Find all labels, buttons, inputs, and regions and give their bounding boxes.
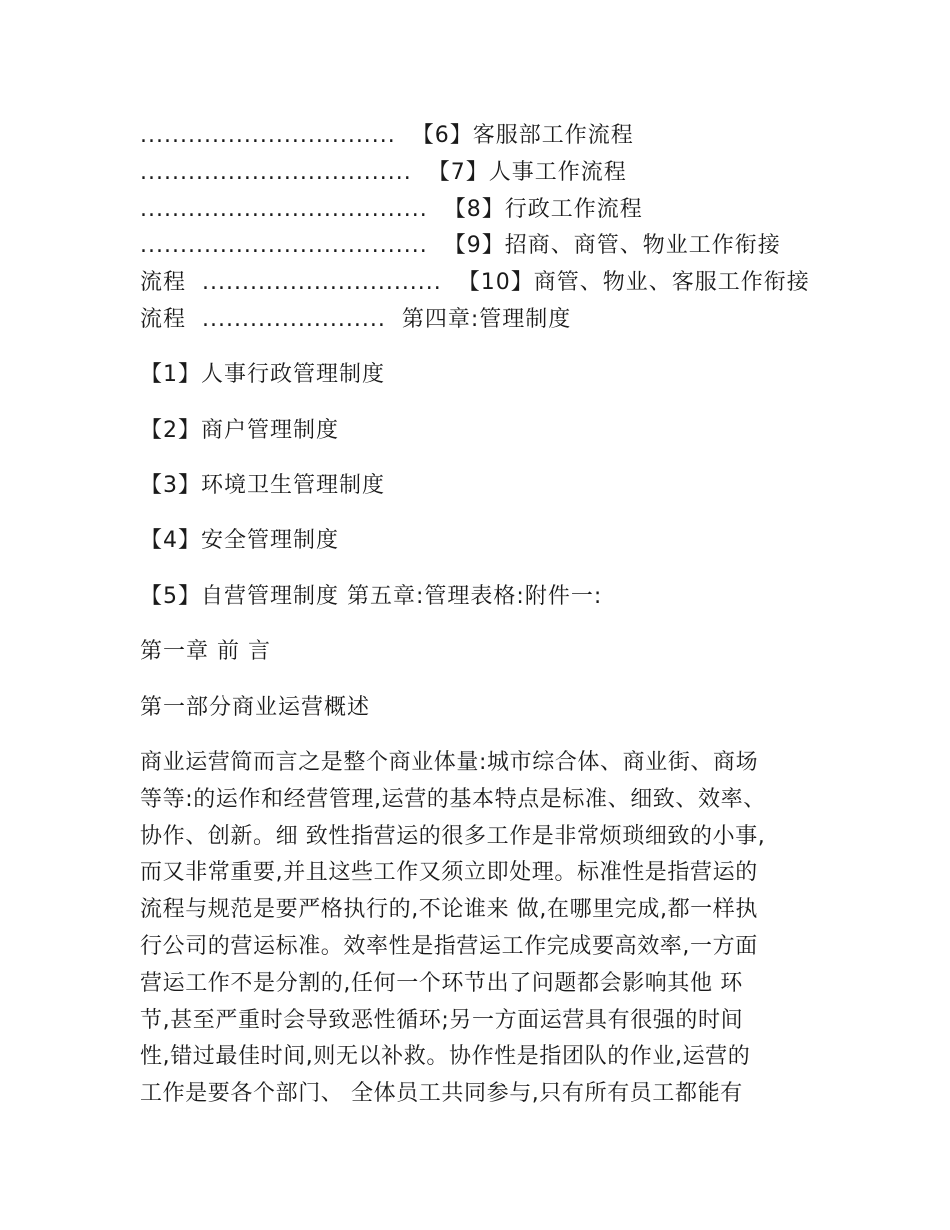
paragraph-line: 而又非常重要,并且这些工作又须立即处理。标准性是指营运的 [140,860,758,886]
toc-item: 【3】环境卫生管理制度 [140,473,385,498]
section-title: 第一部分商业运营概述 [140,695,371,720]
toc-line: .................................... 【8】行政工作流程 [140,197,643,222]
toc-item: 【4】安全管理制度 [140,528,339,553]
paragraph-line: 等等:的运作和经营管理,运营的基本特点是标准、细致、效率、 [140,786,766,812]
paragraph-line: 营运工作不是分割的,任何一个环节出了问题都会影响其他 环 [140,970,743,996]
paragraph-line: 性,错过最佳时间,则无以补救。协作性是指团队的作业,运营的 [140,1044,751,1070]
paragraph-line: 流程与规范是要严格执行的,不论谁来 做,在哪里完成,都一样执 [140,897,758,923]
chapter-title: 第一章 前 言 [140,639,271,664]
toc-line: .................................... 【9】招商、商管、物业工作衔接 [140,233,781,258]
toc-item: 【5】自营管理制度 第五章:管理表格:附件一: [140,584,603,609]
toc-line: 流程 ....................... 第四章:管理制度 [140,307,572,332]
paragraph-line: 协作、创新。细 致性指营运的很多工作是非常烦琐细致的小事, [140,823,766,849]
paragraph-line: 节,甚至严重时会导致恶性循环;另一方面运营具有很强的时间 [140,1007,744,1033]
toc-line: 流程 .............................. 【10】商管、物业、客服工作衔接 [140,270,810,295]
toc-item: 【2】商户管理制度 [140,418,339,443]
toc-line: ................................ 【6】客服部工作流程 [140,123,634,148]
toc-item: 【1】人事行政管理制度 [140,362,385,387]
paragraph-line: 行公司的营运标准。效率性是指营运工作完成要高效率,一方面 [140,933,758,959]
body-paragraph [140,745,820,1113]
toc-line: .................................. 【7】人事工作流程 [140,160,627,185]
paragraph-line: 商业运营简而言之是整个商业体量:城市综合体、商业街、商场 [140,750,759,775]
paragraph-line: 工作是要各个部门、 全体员工共同参与,只有所有员工都能有 [140,1081,743,1107]
